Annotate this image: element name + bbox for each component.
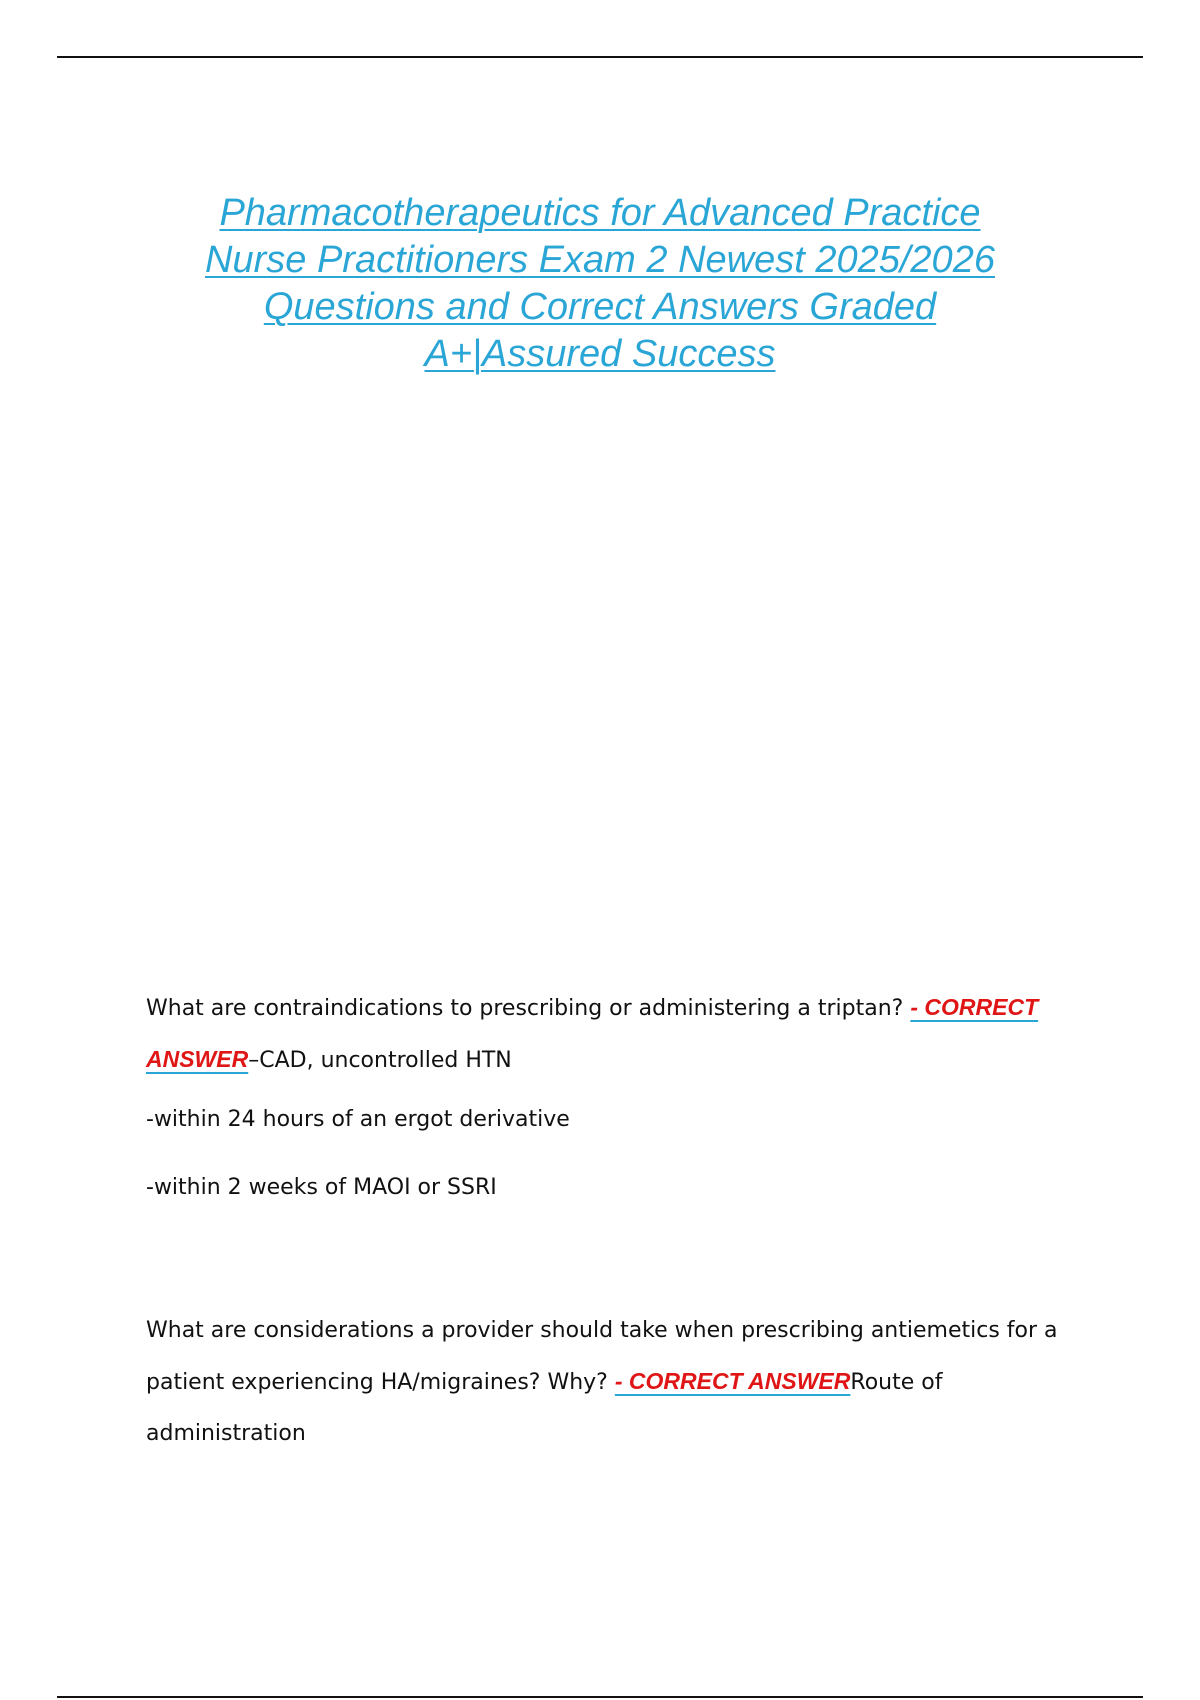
correct-answer-label: - CORRECT ANSWER [614,1368,851,1394]
answer-line: -within 2 weeks of MAOI or SSRI [146,1175,497,1200]
title-line: Questions and Correct Answers Graded [263,286,937,328]
answer-text: –CAD, uncontrolled HTN [248,1048,512,1073]
title-line: Pharmacotherapeutics for Advanced Practice [219,192,981,234]
document-title [100,190,1100,378]
title-line: Nurse Practitioners Exam 2 Newest 2025/2026 [205,239,995,281]
question-text: What are contraindications to prescribing or administering a triptan? [146,996,904,1021]
question-paragraph [146,1305,1106,1459]
question-paragraph [146,982,1106,1086]
title-line: A+|Assured Success [424,333,776,375]
top-rule [57,56,1143,58]
question-text: What are considerations a provider should take when prescribing antiemetics for a patient experiencing HA/migraines? Why? [146,1318,1058,1395]
answer-line: -within 24 hours of an ergot derivative [146,1107,570,1132]
qa-item [146,982,1106,1204]
bottom-rule [57,1696,1143,1698]
qa-item [146,1305,1106,1459]
answer-text: Route of administration [146,1370,943,1446]
correct-answer-label: - CORRECT ANSWER [146,994,1039,1072]
